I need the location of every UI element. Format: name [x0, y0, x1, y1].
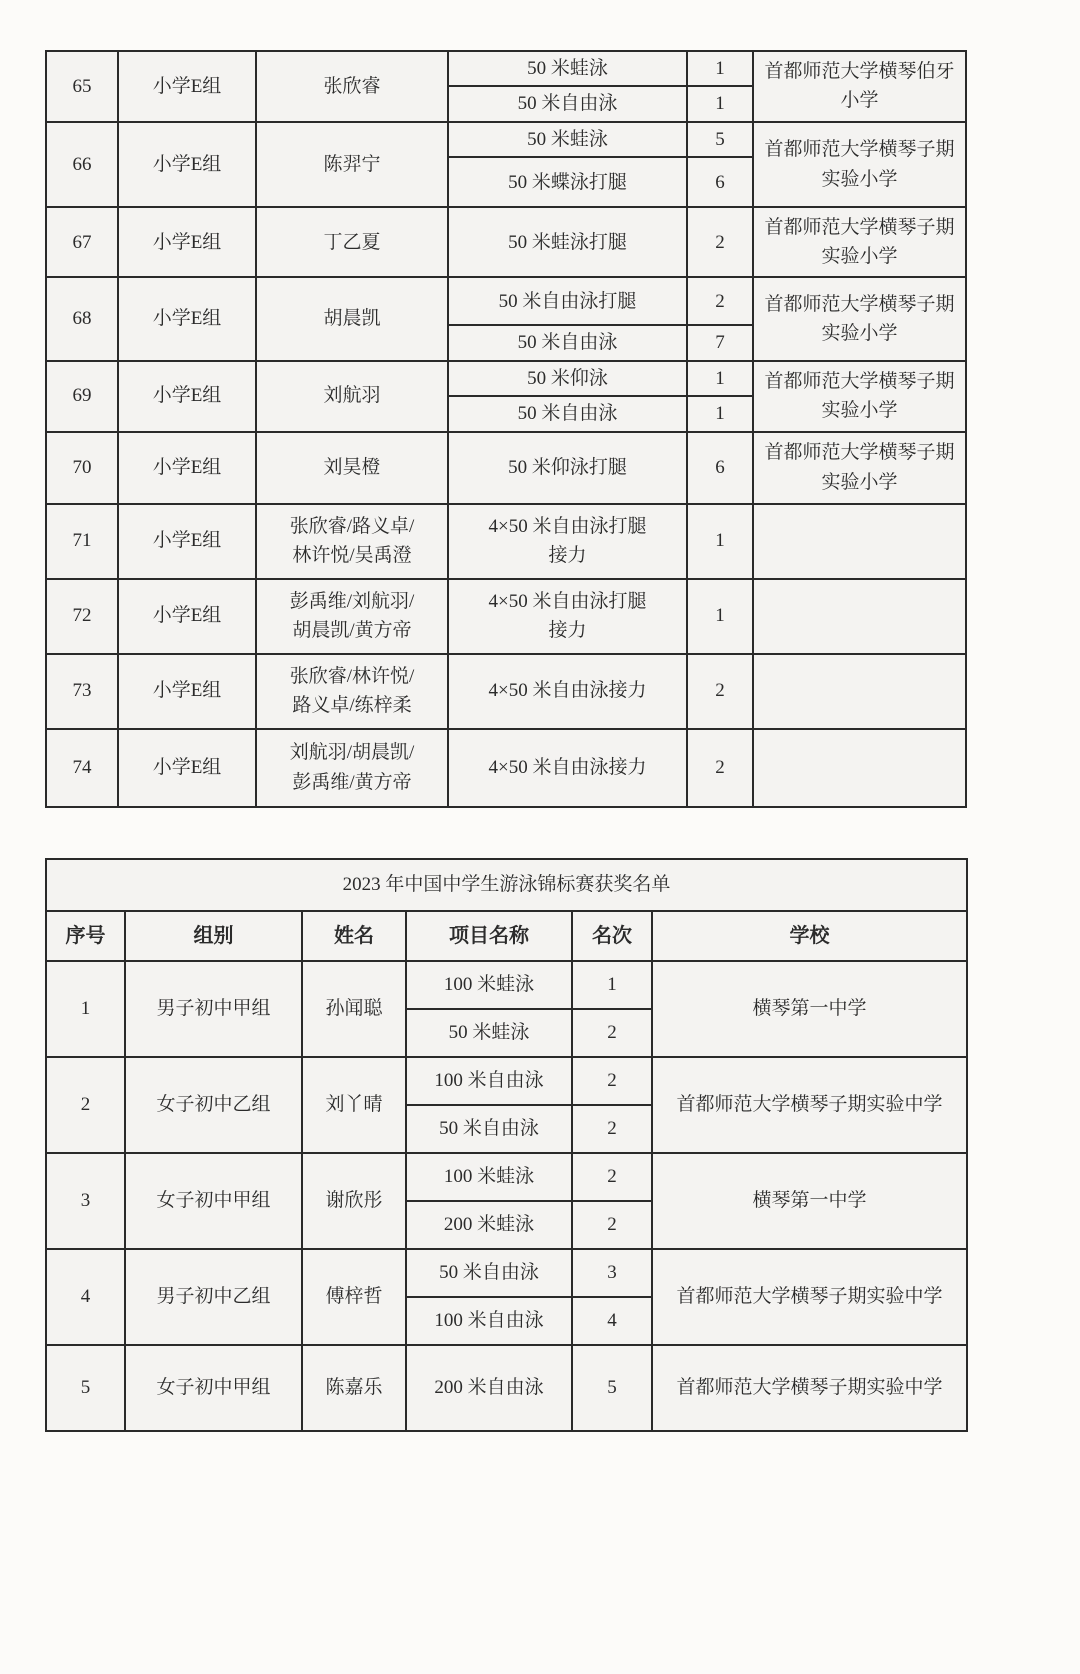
- rank-cell: 2: [687, 729, 753, 807]
- table-row: [46, 51, 966, 86]
- table-row: [46, 654, 966, 729]
- school-cell: 横琴第一中学: [652, 961, 967, 1057]
- school-cell: 首都师范大学横琴子期实验中学: [652, 1057, 967, 1153]
- group-cell: 小学E组: [118, 361, 256, 432]
- rank-cell: 2: [572, 1105, 652, 1153]
- name-cell: 胡晨凯: [256, 277, 448, 360]
- event-cell: 200 米蛙泳: [406, 1201, 572, 1249]
- seq-cell: 71: [46, 504, 118, 579]
- rank-cell: 6: [687, 157, 753, 207]
- table-row: [46, 207, 966, 277]
- event-cell: 50 米蝶泳打腿: [448, 157, 687, 207]
- school-cell: [753, 654, 966, 729]
- group-cell: 小学E组: [118, 432, 256, 504]
- rank-cell: 2: [687, 654, 753, 729]
- event-cell: 50 米自由泳打腿: [448, 277, 687, 325]
- table-row: [46, 277, 966, 325]
- rank-cell: 1: [687, 396, 753, 431]
- event-cell: 50 米蛙泳打腿: [448, 207, 687, 277]
- rank-cell: 7: [687, 325, 753, 360]
- rank-cell: 3: [572, 1249, 652, 1297]
- name-cell: 刘航羽: [256, 361, 448, 432]
- seq-cell: 70: [46, 432, 118, 504]
- seq-cell: 73: [46, 654, 118, 729]
- seq-cell: 67: [46, 207, 118, 277]
- seq-cell: 2: [46, 1057, 125, 1153]
- event-cell: 50 米仰泳打腿: [448, 432, 687, 504]
- name-cell: 陈羿宁: [256, 122, 448, 207]
- group-cell: 女子初中甲组: [125, 1153, 302, 1249]
- rank-cell: 1: [687, 579, 753, 654]
- group-cell: 小学E组: [118, 207, 256, 277]
- name-cell: 谢欣彤: [302, 1153, 406, 1249]
- name-cell: 张欣睿/林许悦/路义卓/练梓柔: [256, 654, 448, 729]
- rank-cell: 1: [572, 961, 652, 1009]
- table-row: [46, 961, 967, 1009]
- seq-cell: 69: [46, 361, 118, 432]
- group-cell: 男子初中甲组: [125, 961, 302, 1057]
- table-row: [46, 1057, 967, 1105]
- name-cell: 张欣睿/路义卓/林许悦/吴禹澄: [256, 504, 448, 579]
- event-cell: 50 米自由泳: [448, 325, 687, 360]
- seq-cell: 3: [46, 1153, 125, 1249]
- rank-cell: 1: [687, 51, 753, 86]
- school-cell: 首都师范大学横琴子期实验中学: [652, 1249, 967, 1345]
- group-cell: 小学E组: [118, 504, 256, 579]
- school-cell: 首都师范大学横琴子期实验小学: [753, 432, 966, 504]
- rank-cell: 1: [687, 86, 753, 121]
- table-title: 2023 年中国中学生游泳锦标赛获奖名单: [46, 859, 967, 911]
- table-row: [46, 1153, 967, 1201]
- group-cell: 女子初中甲组: [125, 1345, 302, 1431]
- column-header-name: 姓名: [302, 911, 406, 961]
- column-header-rank: 名次: [572, 911, 652, 961]
- seq-cell: 65: [46, 51, 118, 122]
- rank-cell: 2: [687, 277, 753, 325]
- seq-cell: 72: [46, 579, 118, 654]
- school-cell: 首都师范大学横琴子期实验中学: [652, 1345, 967, 1431]
- seq-cell: 1: [46, 961, 125, 1057]
- name-cell: 陈嘉乐: [302, 1345, 406, 1431]
- group-cell: 男子初中乙组: [125, 1249, 302, 1345]
- event-cell: 4×50 米自由泳打腿接力: [448, 579, 687, 654]
- column-header-event: 项目名称: [406, 911, 572, 961]
- name-cell: 孙闻聪: [302, 961, 406, 1057]
- name-cell: 刘丫晴: [302, 1057, 406, 1153]
- table-row: [46, 579, 966, 654]
- event-cell: 100 米自由泳: [406, 1057, 572, 1105]
- rank-cell: 5: [572, 1345, 652, 1431]
- school-cell: [753, 504, 966, 579]
- table-row: [46, 504, 966, 579]
- event-cell: 50 米自由泳: [406, 1105, 572, 1153]
- event-cell: 50 米仰泳: [448, 361, 687, 396]
- column-header-group: 组别: [125, 911, 302, 961]
- seq-cell: 66: [46, 122, 118, 207]
- rank-cell: 5: [687, 122, 753, 157]
- seq-cell: 5: [46, 1345, 125, 1431]
- event-cell: 50 米蛙泳: [406, 1009, 572, 1057]
- group-cell: 女子初中乙组: [125, 1057, 302, 1153]
- school-cell: 首都师范大学横琴子期实验小学: [753, 122, 966, 207]
- seq-cell: 74: [46, 729, 118, 807]
- event-cell: 50 米蛙泳: [448, 51, 687, 86]
- table-title-row: [46, 859, 967, 911]
- event-cell: 200 米自由泳: [406, 1345, 572, 1431]
- rank-cell: 2: [687, 207, 753, 277]
- name-cell: 张欣睿: [256, 51, 448, 122]
- table-row: [46, 729, 966, 807]
- column-header-seq: 序号: [46, 911, 125, 961]
- event-cell: 50 米自由泳: [448, 396, 687, 431]
- event-cell: 4×50 米自由泳打腿接力: [448, 504, 687, 579]
- rank-cell: 2: [572, 1057, 652, 1105]
- rank-cell: 1: [687, 504, 753, 579]
- name-cell: 刘航羽/胡晨凯/彭禹维/黄方帝: [256, 729, 448, 807]
- event-cell: 100 米自由泳: [406, 1297, 572, 1345]
- table-row: [46, 122, 966, 157]
- school-cell: [753, 729, 966, 807]
- table-row: [46, 361, 966, 396]
- event-cell: 100 米蛙泳: [406, 961, 572, 1009]
- rank-cell: 2: [572, 1153, 652, 1201]
- rank-cell: 6: [687, 432, 753, 504]
- group-cell: 小学E组: [118, 579, 256, 654]
- group-cell: 小学E组: [118, 729, 256, 807]
- table-header-row: [46, 911, 967, 961]
- school-cell: [753, 579, 966, 654]
- table-row: [46, 1249, 967, 1297]
- rank-cell: 1: [687, 361, 753, 396]
- event-cell: 100 米蛙泳: [406, 1153, 572, 1201]
- group-cell: 小学E组: [118, 277, 256, 360]
- school-cell: 首都师范大学横琴伯牙小学: [753, 51, 966, 122]
- event-cell: 50 米自由泳: [448, 86, 687, 121]
- seq-cell: 68: [46, 277, 118, 360]
- name-cell: 刘昊橙: [256, 432, 448, 504]
- event-cell: 4×50 米自由泳接力: [448, 654, 687, 729]
- seq-cell: 4: [46, 1249, 125, 1345]
- middle-school-awards-table: [45, 858, 968, 1432]
- table-row: [46, 1345, 967, 1431]
- rank-cell: 2: [572, 1009, 652, 1057]
- group-cell: 小学E组: [118, 654, 256, 729]
- group-cell: 小学E组: [118, 51, 256, 122]
- column-header-school: 学校: [652, 911, 967, 961]
- event-cell: 50 米自由泳: [406, 1249, 572, 1297]
- rank-cell: 4: [572, 1297, 652, 1345]
- name-cell: 彭禹维/刘航羽/胡晨凯/黄方帝: [256, 579, 448, 654]
- primary-school-awards-table: [45, 50, 967, 808]
- group-cell: 小学E组: [118, 122, 256, 207]
- rank-cell: 2: [572, 1201, 652, 1249]
- name-cell: 丁乙夏: [256, 207, 448, 277]
- event-cell: 4×50 米自由泳接力: [448, 729, 687, 807]
- school-cell: 横琴第一中学: [652, 1153, 967, 1249]
- school-cell: 首都师范大学横琴子期实验小学: [753, 361, 966, 432]
- event-cell: 50 米蛙泳: [448, 122, 687, 157]
- school-cell: 首都师范大学横琴子期实验小学: [753, 277, 966, 360]
- table-row: [46, 432, 966, 504]
- school-cell: 首都师范大学横琴子期实验小学: [753, 207, 966, 277]
- name-cell: 傅梓哲: [302, 1249, 406, 1345]
